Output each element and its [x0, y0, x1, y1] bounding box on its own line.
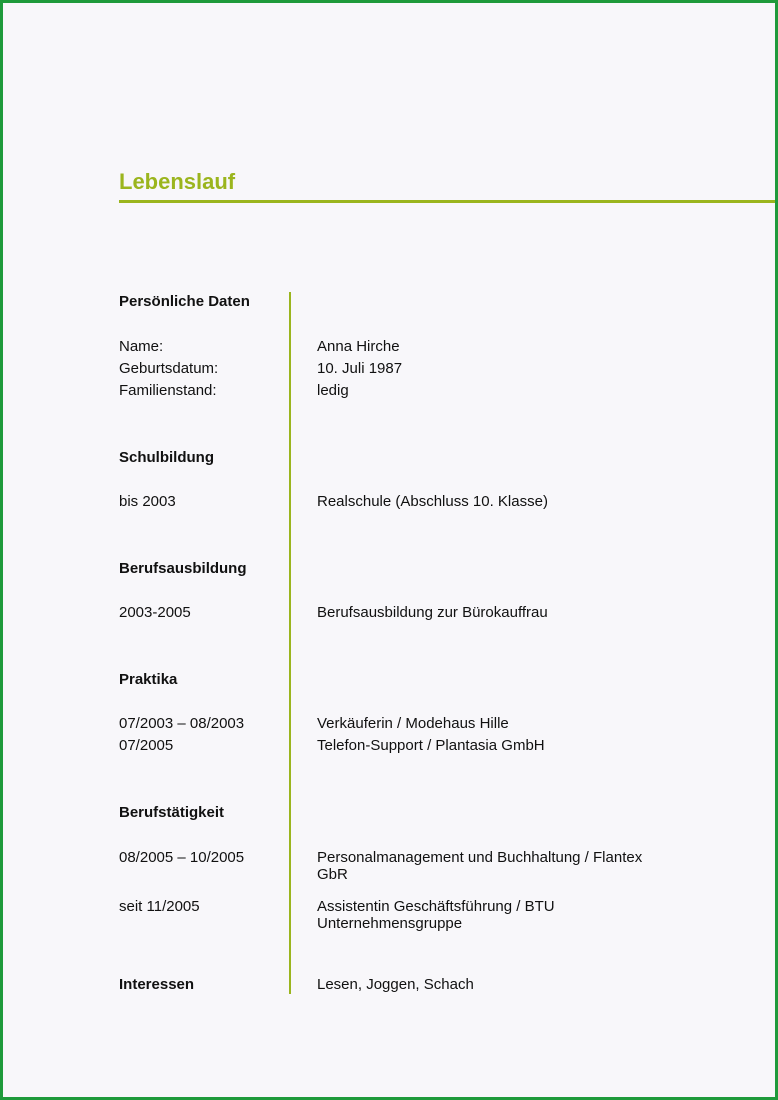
row-value: Lesen, Joggen, Schach [317, 976, 474, 993]
row-label: bis 2003 [119, 493, 176, 510]
section-heading-personal: Persönliche Daten [119, 293, 250, 310]
row-label: 07/2005 [119, 737, 174, 754]
row-label: seit 11/2005 [119, 898, 200, 915]
row-label: 08/2005 – 10/2005 [119, 849, 245, 866]
document-title: Lebenslauf [119, 169, 236, 194]
row-value: Verkäuferin / Modehaus Hille [317, 715, 509, 732]
title-divider [119, 200, 778, 203]
row-label: 07/2003 – 08/2003 [119, 715, 245, 732]
section-heading-internships: Praktika [119, 671, 178, 688]
row-value: Realschule (Abschluss 10. Klasse) [317, 493, 548, 510]
row-value: Assistentin Geschäftsführung / BTU Unternehmensgruppe [317, 898, 555, 932]
row-value: Personalmanagement und Buchhaltung / Flantex GbR [317, 849, 643, 883]
section-heading-apprenticeship: Berufsausbildung [119, 560, 247, 577]
row-value: Anna Hirche [317, 338, 400, 355]
row-value: ledig [317, 382, 349, 399]
row-value: 10. Juli 1987 [317, 360, 403, 377]
section-heading-employment: Berufstätigkeit [119, 804, 225, 821]
row-label: 2003-2005 [119, 604, 191, 621]
row-label: Familienstand: [119, 382, 217, 399]
row-label: Name: [119, 338, 164, 355]
row-value: Berufsausbildung zur Bürokauffrau [317, 604, 548, 621]
row-label: Geburtsdatum: [119, 360, 219, 377]
section-heading-interests: Interessen [119, 976, 195, 993]
row-value: Telefon-Support / Plantasia GmbH [317, 737, 545, 754]
section-heading-school: Schulbildung [119, 449, 214, 466]
